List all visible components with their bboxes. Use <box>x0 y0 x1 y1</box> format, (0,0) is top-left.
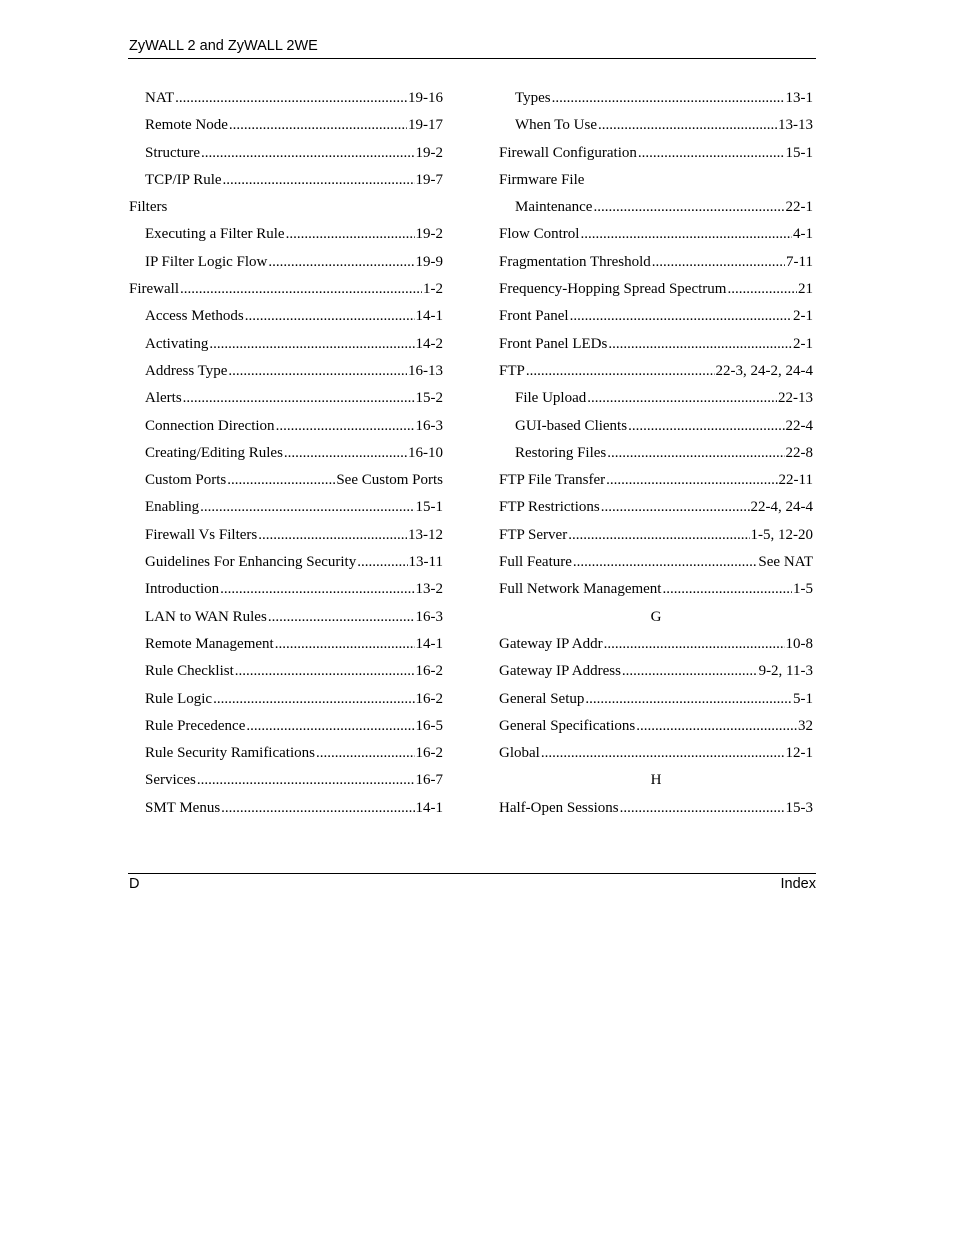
index-term: Rule Security Ramifications <box>145 745 315 762</box>
index-subentry <box>129 385 443 412</box>
index-term: Rule Precedence <box>145 717 246 734</box>
page-reference: 22-4, 24-4 <box>750 499 813 516</box>
dot-leader <box>175 85 407 112</box>
index-term: Front Panel LEDs <box>499 335 608 352</box>
index-term: Front Panel <box>499 308 569 325</box>
index-term: Filters <box>129 199 168 216</box>
page-reference: 16-2 <box>415 690 443 707</box>
page-reference: 2-1 <box>793 308 813 325</box>
dot-leader <box>223 167 415 194</box>
page-reference: 13-1 <box>785 90 813 106</box>
index-term: IP Filter Logic Flow <box>145 253 268 270</box>
index-subentry <box>499 385 813 412</box>
dot-leader <box>357 549 407 576</box>
index-subentry <box>129 631 443 658</box>
index-entry <box>499 658 813 685</box>
page-reference: 32 <box>798 717 813 734</box>
dot-leader <box>606 467 777 494</box>
index-entry <box>499 167 813 194</box>
index-subentry <box>129 112 443 139</box>
index-entry <box>499 249 813 276</box>
index-entry <box>499 686 813 713</box>
page-reference: 16-13 <box>408 362 443 379</box>
index-term: Creating/Editing Rules <box>145 444 283 461</box>
index-term: When To Use <box>515 117 597 134</box>
index-term: NAT <box>145 90 175 106</box>
index-term: TCP/IP Rule <box>145 171 222 188</box>
page-reference: 4-1 <box>793 226 813 243</box>
page-reference: 22-8 <box>785 444 813 461</box>
index-term: Enabling <box>145 499 200 516</box>
index-entry <box>499 740 813 767</box>
page-reference: 16-3 <box>415 417 443 434</box>
index-subentry <box>129 604 443 631</box>
page-reference: 16-7 <box>415 772 443 789</box>
dot-leader <box>607 440 784 467</box>
page-reference: 16-2 <box>415 745 443 762</box>
footer-section-name: Index <box>780 876 816 892</box>
index-term: Address Type <box>145 362 228 379</box>
index-subentry <box>129 576 443 603</box>
index-letter-heading <box>499 767 813 794</box>
dot-leader <box>183 385 415 412</box>
footer-section-letter: D <box>129 876 140 892</box>
dot-leader <box>286 221 415 248</box>
index-subentry <box>129 767 443 794</box>
dot-leader <box>246 713 414 740</box>
index-subentry <box>129 140 443 167</box>
dot-leader <box>598 112 777 139</box>
page-reference: 16-3 <box>415 608 443 625</box>
page-reference: 19-16 <box>408 90 443 106</box>
dot-leader <box>601 494 750 521</box>
dot-leader <box>568 522 749 549</box>
dot-leader <box>593 194 784 221</box>
page-reference: 14-1 <box>415 635 443 652</box>
index-entry <box>499 576 813 603</box>
index-subentry <box>129 494 443 521</box>
page-reference: See Custom Ports <box>336 472 443 489</box>
index-subentry <box>129 331 443 358</box>
index-term: Restoring Files <box>515 444 607 461</box>
dot-leader <box>526 358 715 385</box>
page-reference: 14-1 <box>415 308 443 325</box>
page-reference: 9-2, 11-3 <box>758 663 813 680</box>
index-entry <box>499 549 813 576</box>
index-term: Gateway IP Addr <box>499 635 603 652</box>
index-column-right <box>499 85 813 822</box>
dot-leader <box>221 795 414 822</box>
dot-leader <box>245 303 415 330</box>
index-term: Activating <box>145 335 209 352</box>
index-subentry <box>129 713 443 740</box>
index-term: Half-Open Sessions <box>499 799 619 816</box>
index-term: Types <box>515 90 551 106</box>
index-term: FTP File Transfer <box>499 472 606 489</box>
dot-leader <box>268 604 415 631</box>
index-subentry <box>129 303 443 330</box>
index-term: Executing a Filter Rule <box>145 226 285 243</box>
dot-leader <box>220 576 414 603</box>
dot-leader <box>284 440 407 467</box>
page-reference: 13-12 <box>408 526 443 543</box>
dot-leader <box>213 686 414 713</box>
dot-leader <box>628 413 784 440</box>
index-subentry <box>129 467 443 494</box>
index-term: FTP <box>499 362 525 379</box>
index-term: General Specifications <box>499 717 636 734</box>
page-reference: 19-2 <box>415 144 443 161</box>
page-reference: 15-2 <box>415 390 443 407</box>
index-term: Maintenance <box>515 199 593 216</box>
page-reference: 5-1 <box>793 690 813 707</box>
page-reference: 13-11 <box>408 554 443 571</box>
page-reference: See NAT <box>758 554 813 571</box>
index-subentry <box>499 85 813 112</box>
index-entry <box>499 303 813 330</box>
index-entry <box>499 358 813 385</box>
dot-leader <box>552 85 785 112</box>
index-term: Custom Ports <box>145 472 227 489</box>
page-reference: 15-1 <box>415 499 443 516</box>
dot-leader <box>727 276 797 303</box>
index-term: Connection Direction <box>145 417 275 434</box>
index-subentry <box>129 358 443 385</box>
index-term: SMT Menus <box>145 799 221 816</box>
index-term: FTP Server <box>499 526 568 543</box>
page-reference: 1-5, 12-20 <box>750 526 813 543</box>
index-term: GUI-based Clients <box>515 417 628 434</box>
index-term: Frequency-Hopping Spread Spectrum <box>499 281 727 298</box>
index-term: Services <box>145 772 196 789</box>
index-entry <box>499 467 813 494</box>
page-reference: 15-3 <box>785 799 813 816</box>
index-subentry <box>129 167 443 194</box>
dot-leader <box>316 740 415 767</box>
index-term: Full Feature <box>499 554 572 571</box>
dot-leader <box>620 795 785 822</box>
dot-leader <box>229 112 407 139</box>
index-entry <box>499 522 813 549</box>
index-entry <box>499 276 813 303</box>
index-subentry <box>499 440 813 467</box>
index-term: Firewall <box>129 281 179 298</box>
dot-leader <box>268 249 414 276</box>
index-entry <box>129 276 443 303</box>
index-entry <box>499 795 813 822</box>
page-reference: 16-5 <box>415 717 443 734</box>
dot-leader <box>541 740 785 767</box>
index-subentry <box>499 194 813 221</box>
index-subentry <box>499 112 813 139</box>
page-reference: 22-3, 24-2, 24-4 <box>715 362 813 379</box>
index-term: Remote Node <box>145 117 228 134</box>
page-reference: 19-17 <box>408 117 443 134</box>
dot-leader <box>636 713 797 740</box>
dot-leader <box>580 221 792 248</box>
index-entry <box>129 194 443 221</box>
index-subentry <box>129 249 443 276</box>
dot-leader <box>227 467 335 494</box>
index-subentry <box>129 740 443 767</box>
index-term: General Setup <box>499 690 585 707</box>
index-subentry <box>499 413 813 440</box>
index-term: Gateway IP Address <box>499 663 621 680</box>
index-term: Guidelines For Enhancing Security <box>145 554 357 571</box>
dot-leader <box>180 276 422 303</box>
index-subentry <box>129 686 443 713</box>
index-term: Full Network Management <box>499 581 662 598</box>
index-entry <box>499 140 813 167</box>
index-entry <box>499 494 813 521</box>
index-entry <box>499 331 813 358</box>
dot-leader <box>587 385 777 412</box>
index-term: Firewall Vs Filters <box>145 526 258 543</box>
dot-leader <box>622 658 758 685</box>
dot-leader <box>662 576 792 603</box>
dot-leader <box>652 249 785 276</box>
dot-leader <box>638 140 785 167</box>
letter-heading-text: H <box>650 772 662 789</box>
index-subentry <box>129 522 443 549</box>
index-subentry <box>129 549 443 576</box>
index-term: Firmware File <box>499 171 585 188</box>
dot-leader <box>570 303 792 330</box>
index-term: Rule Logic <box>145 690 213 707</box>
index-subentry <box>129 413 443 440</box>
index-term: Firewall Configuration <box>499 144 637 161</box>
index-term: FTP Restrictions <box>499 499 600 516</box>
dot-leader <box>201 140 415 167</box>
page-reference: 7-11 <box>786 253 813 270</box>
index-entry <box>499 221 813 248</box>
page-reference: 16-10 <box>408 444 443 461</box>
index-subentry <box>129 440 443 467</box>
page-reference: 13-13 <box>778 117 813 134</box>
page-reference: 1-5 <box>793 581 813 598</box>
page-reference: 16-2 <box>415 663 443 680</box>
index-term: LAN to WAN Rules <box>145 608 267 625</box>
index-term: Structure <box>145 144 200 161</box>
index-entry <box>499 631 813 658</box>
index-term: Alerts <box>145 390 182 407</box>
page-reference: 15-1 <box>785 144 813 161</box>
index-subentry <box>129 221 443 248</box>
page-reference: 13-2 <box>415 581 443 598</box>
index-term: Flow Control <box>499 226 580 243</box>
index-column-left <box>129 85 443 822</box>
dot-leader <box>197 767 415 794</box>
index-term: Remote Management <box>145 635 274 652</box>
dot-leader <box>585 686 792 713</box>
dot-leader <box>209 331 414 358</box>
page-reference: 22-1 <box>785 199 813 216</box>
page-header <box>128 36 816 59</box>
page-reference: 12-1 <box>785 745 813 762</box>
dot-leader <box>276 413 415 440</box>
index-term: Access Methods <box>145 308 244 325</box>
page-reference: 2-1 <box>793 335 813 352</box>
index-term: File Upload <box>515 390 587 407</box>
document-title: ZyWALL 2 and ZyWALL 2WE <box>129 38 318 54</box>
index-subentry <box>129 85 443 112</box>
index-letter-heading <box>499 604 813 631</box>
index-term: Introduction <box>145 581 220 598</box>
page-reference: 22-4 <box>785 417 813 434</box>
dot-leader <box>275 631 415 658</box>
index-term: Rule Checklist <box>145 663 234 680</box>
index-subentry <box>129 795 443 822</box>
index-subentry <box>129 658 443 685</box>
index-term: Global <box>499 745 540 762</box>
page-reference: 19-7 <box>415 171 443 188</box>
page-reference: 14-2 <box>415 335 443 352</box>
page-reference: 19-2 <box>415 226 443 243</box>
dot-leader <box>200 494 414 521</box>
page-reference: 19-9 <box>415 253 443 270</box>
dot-leader <box>573 549 758 576</box>
dot-leader <box>604 631 785 658</box>
dot-leader <box>608 331 792 358</box>
index-term: Fragmentation Threshold <box>499 253 651 270</box>
page-reference: 10-8 <box>785 635 813 652</box>
dot-leader <box>235 658 415 685</box>
dot-leader <box>228 358 407 385</box>
letter-heading-text: G <box>650 608 662 625</box>
index-entry <box>499 713 813 740</box>
page-footer <box>128 873 816 894</box>
dot-leader <box>258 522 407 549</box>
page-reference: 14-1 <box>415 799 443 816</box>
page-reference: 1-2 <box>423 281 443 298</box>
page-reference: 22-11 <box>778 472 813 489</box>
page-reference: 21 <box>798 281 813 298</box>
page-reference: 22-13 <box>778 390 813 407</box>
